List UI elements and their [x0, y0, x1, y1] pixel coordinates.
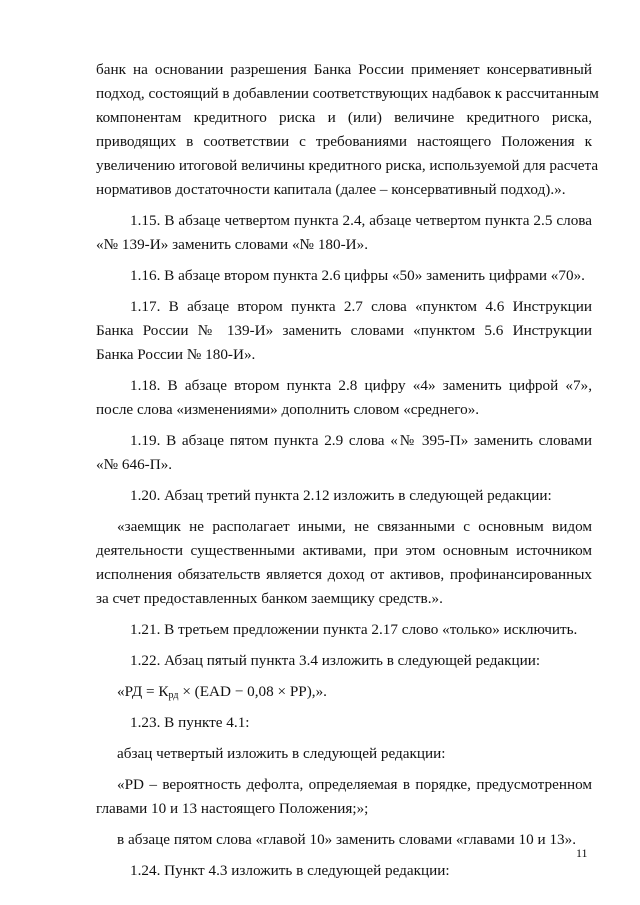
text-line: в абзаце пятом слова «главой 10» заменить словами «главами 10 и 13».	[117, 831, 577, 848]
text-line: 1.18. В абзаце втором пункта 2.8 цифру «4» заменить цифрой «7»,	[130, 377, 592, 394]
text-line: деятельности существенными активами, при этом основным источником	[96, 542, 592, 559]
formula-start: «РД = К	[117, 683, 169, 700]
text-line: приводящих в соответствии с требованиями настоящего Положения к	[96, 133, 592, 150]
text-line: «PD – вероятность дефолта, определяемая в порядке, предусмотренном	[117, 776, 592, 793]
formula-line	[117, 682, 327, 702]
text-line: 1.21. В третьем предложении пункта 2.17 слово «только» исключить.	[130, 621, 578, 638]
text-line: нормативов достаточности капитала (далее – консервативный подход).».	[96, 181, 566, 198]
text-line: «заемщик не располагает иными, не связанными с основным видом	[117, 518, 592, 535]
text-line: 1.22. Абзац пятый пункта 3.4 изложить в следующей редакции:	[130, 652, 541, 669]
formula-end: × (EAD − 0,08 × PP),».	[178, 683, 327, 700]
text-line: 1.23. В пункте 4.1:	[130, 714, 250, 731]
text-line: 1.17. В абзаце втором пункта 2.7 слова «пунктом 4.6 Инструкции	[130, 298, 592, 315]
text-line: исполнения обязательств является доход от активов, профинансированных	[96, 566, 592, 583]
text-line: 1.20. Абзац третий пункта 2.12 изложить в следующей редакции:	[130, 487, 552, 504]
text-line: «№ 646-П».	[96, 456, 173, 473]
text-line: «№ 139-И» заменить словами «№ 180-И».	[96, 236, 369, 253]
text-line: 1.16. В абзаце втором пункта 2.6 цифры «50» заменить цифрами «70».	[130, 267, 585, 284]
text-line: 1.15. В абзаце четвертом пункта 2.4, абзаце четвертом пункта 2.5 слова	[130, 212, 592, 229]
text-line: главами 10 и 13 настоящего Положения;»;	[96, 800, 369, 817]
text-line: абзац четвертый изложить в следующей редакции:	[117, 745, 446, 762]
formula-subscript: рд	[168, 690, 179, 701]
text-line: за счет предоставленных банком заемщику средств.».	[96, 590, 443, 607]
page-number: 11	[576, 846, 588, 860]
text-line: компонентам кредитного риска и (или) величине кредитного риска,	[96, 109, 592, 126]
text-line: Банка России № 139-И» заменить словами «пунктом 5.6 Инструкции	[96, 322, 592, 339]
text-line: банк на основании разрешения Банка России применяет консервативный	[96, 61, 592, 78]
text-line: Банка России № 180-И».	[96, 346, 256, 363]
text-line: после слова «изменениями» дополнить словом «среднего».	[96, 401, 480, 418]
text-line: 1.19. В абзаце пятом пункта 2.9 слова «№ 395-П» заменить словами	[130, 432, 592, 449]
text-line: 1.24. Пункт 4.3 изложить в следующей редакции:	[130, 862, 450, 879]
text-line: увеличению итоговой величины кредитного риска, используемой для расчета	[96, 157, 599, 174]
text-line: подход, состоящий в добавлении соответствующих надбавок к рассчитанным	[96, 85, 599, 102]
